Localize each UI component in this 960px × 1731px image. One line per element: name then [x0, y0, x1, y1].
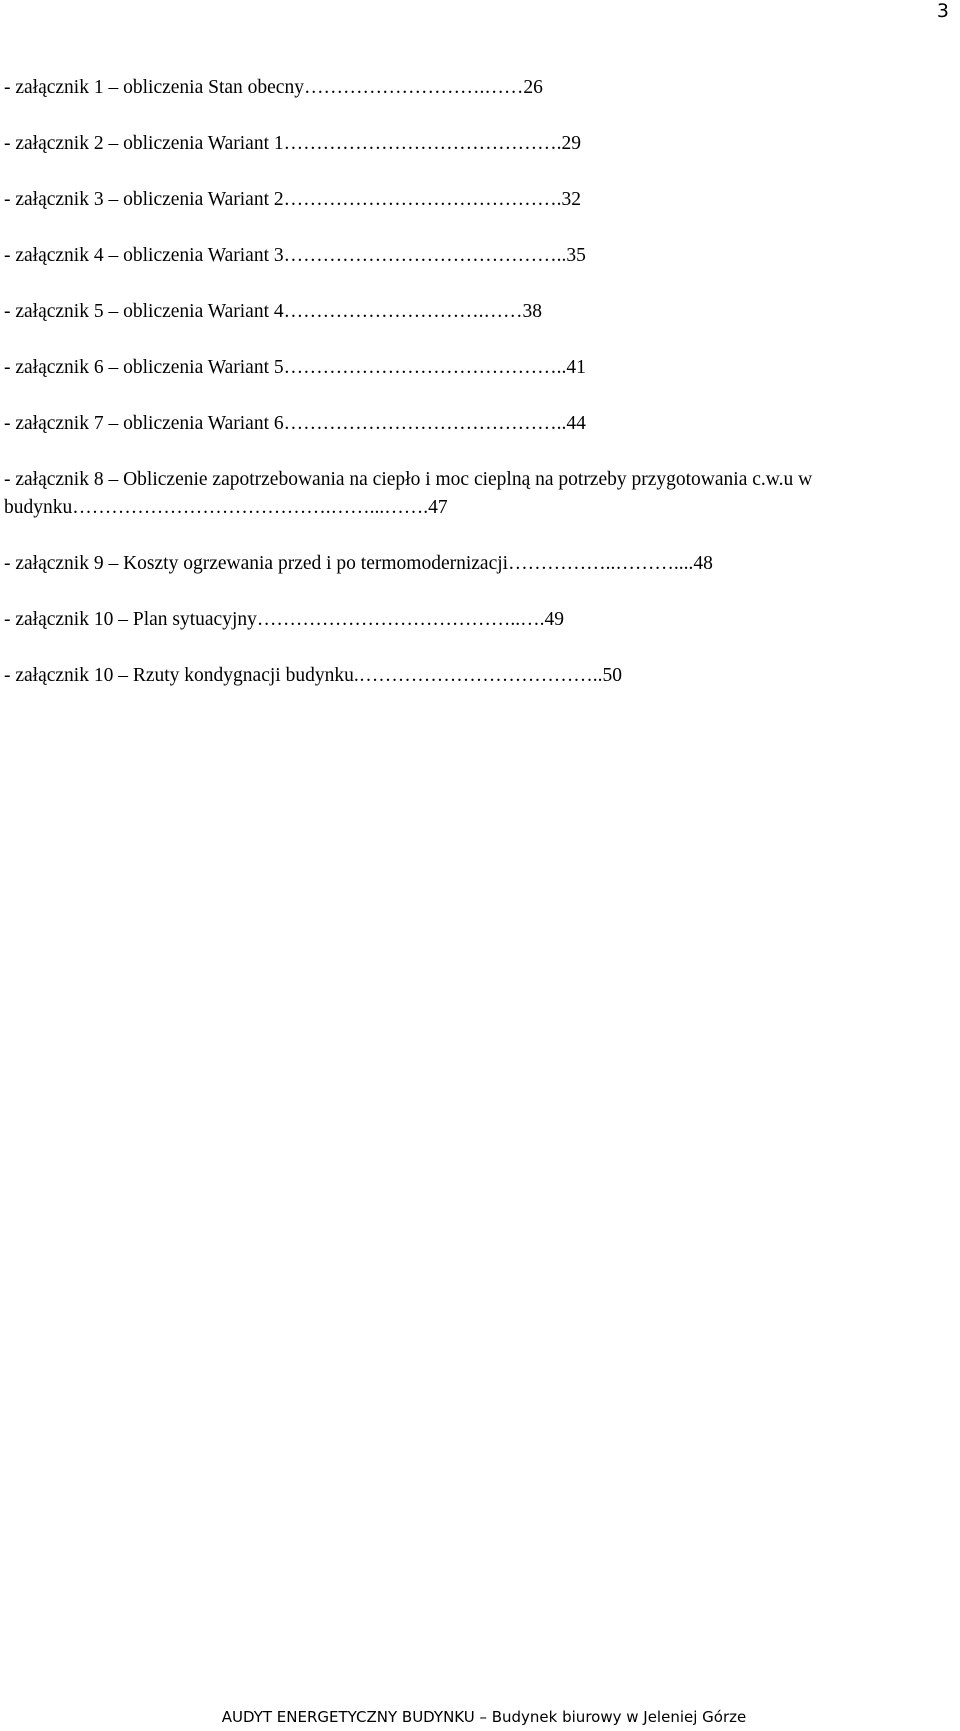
- toc-entry-9: [4, 550, 956, 578]
- toc-leader: …………………………………..….: [256, 609, 545, 630]
- toc-label: - załącznik 10 – Rzuty kondygnacji budynku: [4, 665, 354, 686]
- toc-leader: ……………………….……: [303, 77, 524, 98]
- toc-entry-3: [4, 186, 956, 214]
- toc-page: 44: [566, 413, 586, 434]
- toc-label: - załącznik 10 – Plan sytuacyjny: [4, 609, 257, 630]
- toc-label: - załącznik 1 – obliczenia Stan obecny: [4, 77, 304, 98]
- toc-page: 47: [428, 497, 448, 518]
- toc-label: - załącznik 3 – obliczenia Wariant 2: [4, 189, 284, 210]
- toc-page: 35: [566, 245, 586, 266]
- toc-entry-5: [4, 298, 956, 326]
- toc-leader: ……………..………....: [508, 553, 694, 574]
- page-footer: AUDYT ENERGETYCZNY BUDYNKU – Budynek biurowy w Jeleniej Górze: [221, 1708, 747, 1726]
- toc-label: - załącznik 2 – obliczenia Wariant 1: [4, 133, 284, 154]
- toc-page: 32: [561, 189, 581, 210]
- toc-entry-4: [4, 242, 956, 270]
- toc-entry-1: [4, 74, 956, 102]
- toc-leader: …………………………………….: [283, 133, 562, 154]
- toc-label: - załącznik 8 – Obliczenie zapotrzebowania na ciepło i moc cieplną na potrzeby przygotowania c.w.u w budynku: [4, 469, 813, 518]
- toc-leader: ……………………………………..: [283, 245, 567, 266]
- toc-entry-8: [4, 466, 956, 522]
- toc-page: 48: [693, 553, 713, 574]
- toc-entry-10: [4, 606, 956, 634]
- toc-page: 26: [523, 77, 543, 98]
- toc-label: - załącznik 7 – obliczenia Wariant 6: [4, 413, 284, 434]
- toc-page: 49: [544, 609, 565, 630]
- page-number: 3: [936, 0, 949, 22]
- toc-label: - załącznik 6 – obliczenia Wariant 5: [4, 357, 284, 378]
- toc-page: 38: [522, 301, 542, 322]
- toc-leader: .………………………………..: [353, 665, 603, 686]
- toc-page: 50: [602, 665, 622, 686]
- table-of-contents: [4, 74, 956, 718]
- toc-label: - załącznik 5 – obliczenia Wariant 4: [4, 301, 284, 322]
- toc-leader: ………………………….……: [283, 301, 523, 322]
- toc-page: 41: [566, 357, 586, 378]
- toc-label: - załącznik 4 – obliczenia Wariant 3: [4, 245, 284, 266]
- toc-leader: ………………………………….……...…….: [72, 497, 429, 518]
- toc-leader: ……………………………………..: [283, 413, 567, 434]
- toc-entry-11: [4, 662, 956, 690]
- toc-leader: …………………………………….: [283, 189, 562, 210]
- toc-page: 29: [561, 133, 581, 154]
- toc-leader: ……………………………………..: [283, 357, 567, 378]
- toc-entry-7: [4, 410, 956, 438]
- toc-entry-6: [4, 354, 956, 382]
- toc-label: - załącznik 9 – Koszty ogrzewania przed i po termomodernizacji: [4, 553, 509, 574]
- toc-entry-2: [4, 130, 956, 158]
